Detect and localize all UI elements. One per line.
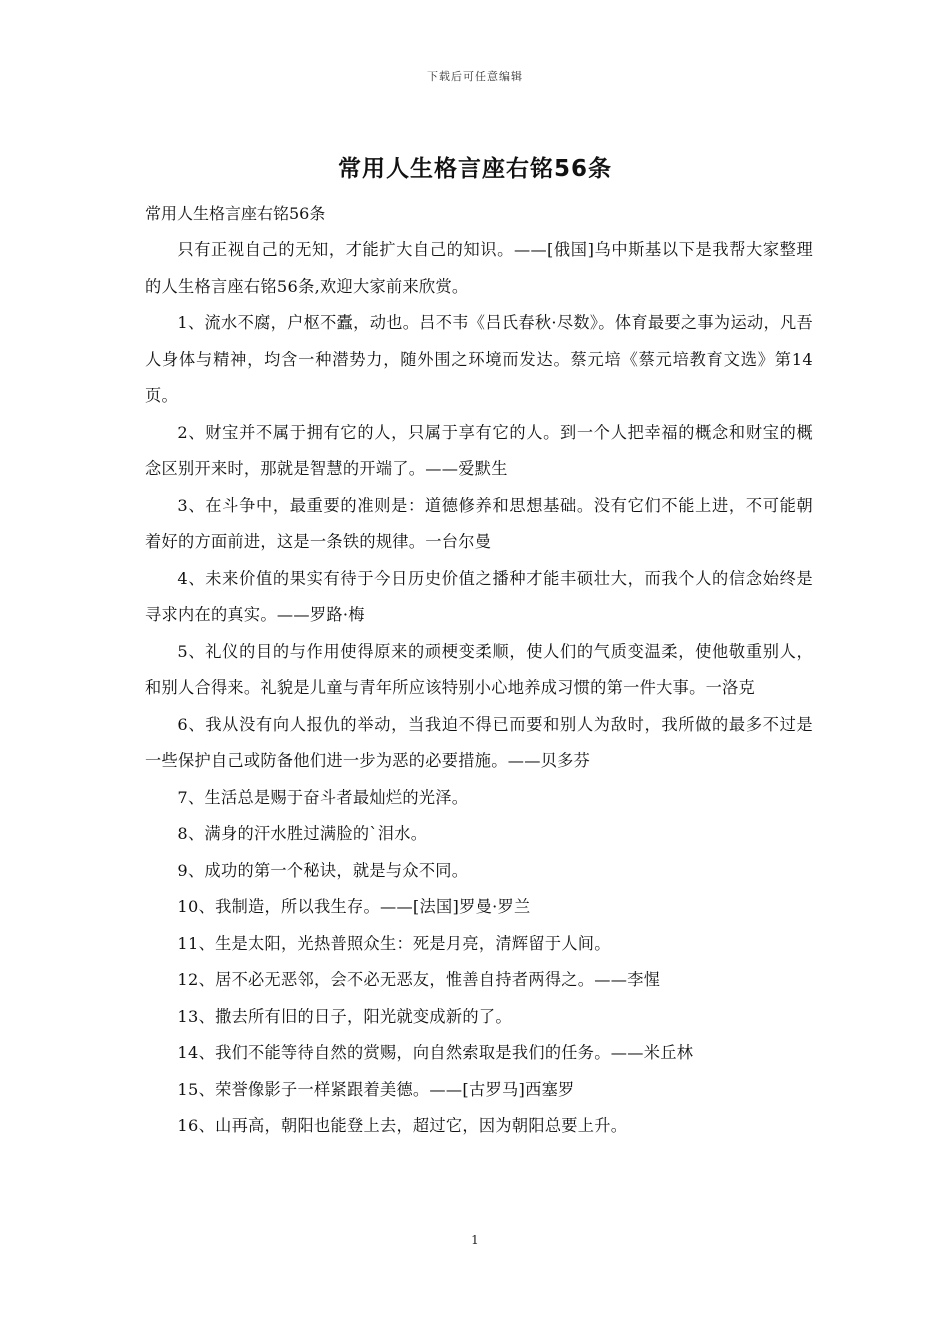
quote-paragraph: 13、撒去所有旧的日子，阳光就变成新的了。 <box>177 1006 512 1026</box>
quote-paragraph: 8、满身的汗水胜过满脸的`泪水。 <box>177 824 428 843</box>
quote-paragraph: 3、在斗争中，最重要的准则是：道德修养和思想基础。没有它们不能上进，不可能朝着好的方面前进，这是一条铁的规律。一台尔曼 <box>145 495 813 551</box>
quote-paragraph: 7、生活总是赐于奋斗者最灿烂的光泽。 <box>177 787 469 807</box>
quote-paragraph: 15、荣誉像影子一样紧跟着美德。——[古罗马]西塞罗 <box>177 1079 575 1099</box>
quote-paragraph: 5、礼仪的目的与作用使得原来的顽梗变柔顺，使人们的气质变温柔，使他敬重别人，和别人合得来。礼貌是儿童与青年所应该特别小心地养成习惯的第一件大事。一洛克 <box>145 641 813 697</box>
quote-paragraph: 4、未来价值的果实有待于今日历史价值之播种才能丰硕壮大，而我个人的信念始终是寻求内在的真实。——罗路·梅 <box>145 568 813 624</box>
document-subtitle: 常用人生格言座右铭56条 <box>145 204 326 223</box>
document-title: 常用人生格言座右铭56条 <box>337 156 612 182</box>
quote-paragraph: 2、财宝并不属于拥有它的人，只属于享有它的人。到一个人把幸福的概念和财宝的概念区别开来时，那就是智慧的开端了。——爱默生 <box>145 422 813 478</box>
quote-paragraph: 12、居不必无恶邻，会不必无恶友，惟善自持者两得之。——李惺 <box>177 970 661 989</box>
quote-paragraph: 16、山再高，朝阳也能登上去，超过它，因为朝阳总要上升。 <box>177 1116 628 1135</box>
quote-paragraph: 11、生是太阳，光热普照众生：死是月亮，清辉留于人间。 <box>177 933 611 953</box>
quote-paragraph: 6、我从没有向人报仇的举动，当我迫不得已而要和别人为敌时，我所做的最多不过是一些保护自己或防备他们进一步为恶的必要措施。——贝多芬 <box>145 714 813 770</box>
intro-paragraph: 只有正视自己的无知，才能扩大自己的知识。——[俄国]乌中斯基以下是我帮大家整理的人生格言座右铭56条,欢迎大家前来欣赏。 <box>145 240 813 296</box>
page-number: 1 <box>471 1233 479 1247</box>
quote-paragraph: 1、流水不腐，户枢不蠹，动也。吕不韦《吕氏春秋·尽数》。体育最要之事为运动，凡吾人身体与精神，均含一种潜势力，随外围之环境而发达。蔡元培《蔡元培教育文选》第14页。 <box>145 313 813 405</box>
document-body <box>145 196 813 1145</box>
quote-paragraph: 10、我制造，所以我生存。——[法国]罗曼·罗兰 <box>177 897 531 916</box>
quote-paragraph: 9、成功的第一个秘诀，就是与众不同。 <box>177 860 469 880</box>
header-note: 下载后可任意编辑 <box>427 70 523 83</box>
quote-paragraph: 14、我们不能等待自然的赏赐，向自然索取是我们的任务。——米丘林 <box>177 1043 694 1062</box>
